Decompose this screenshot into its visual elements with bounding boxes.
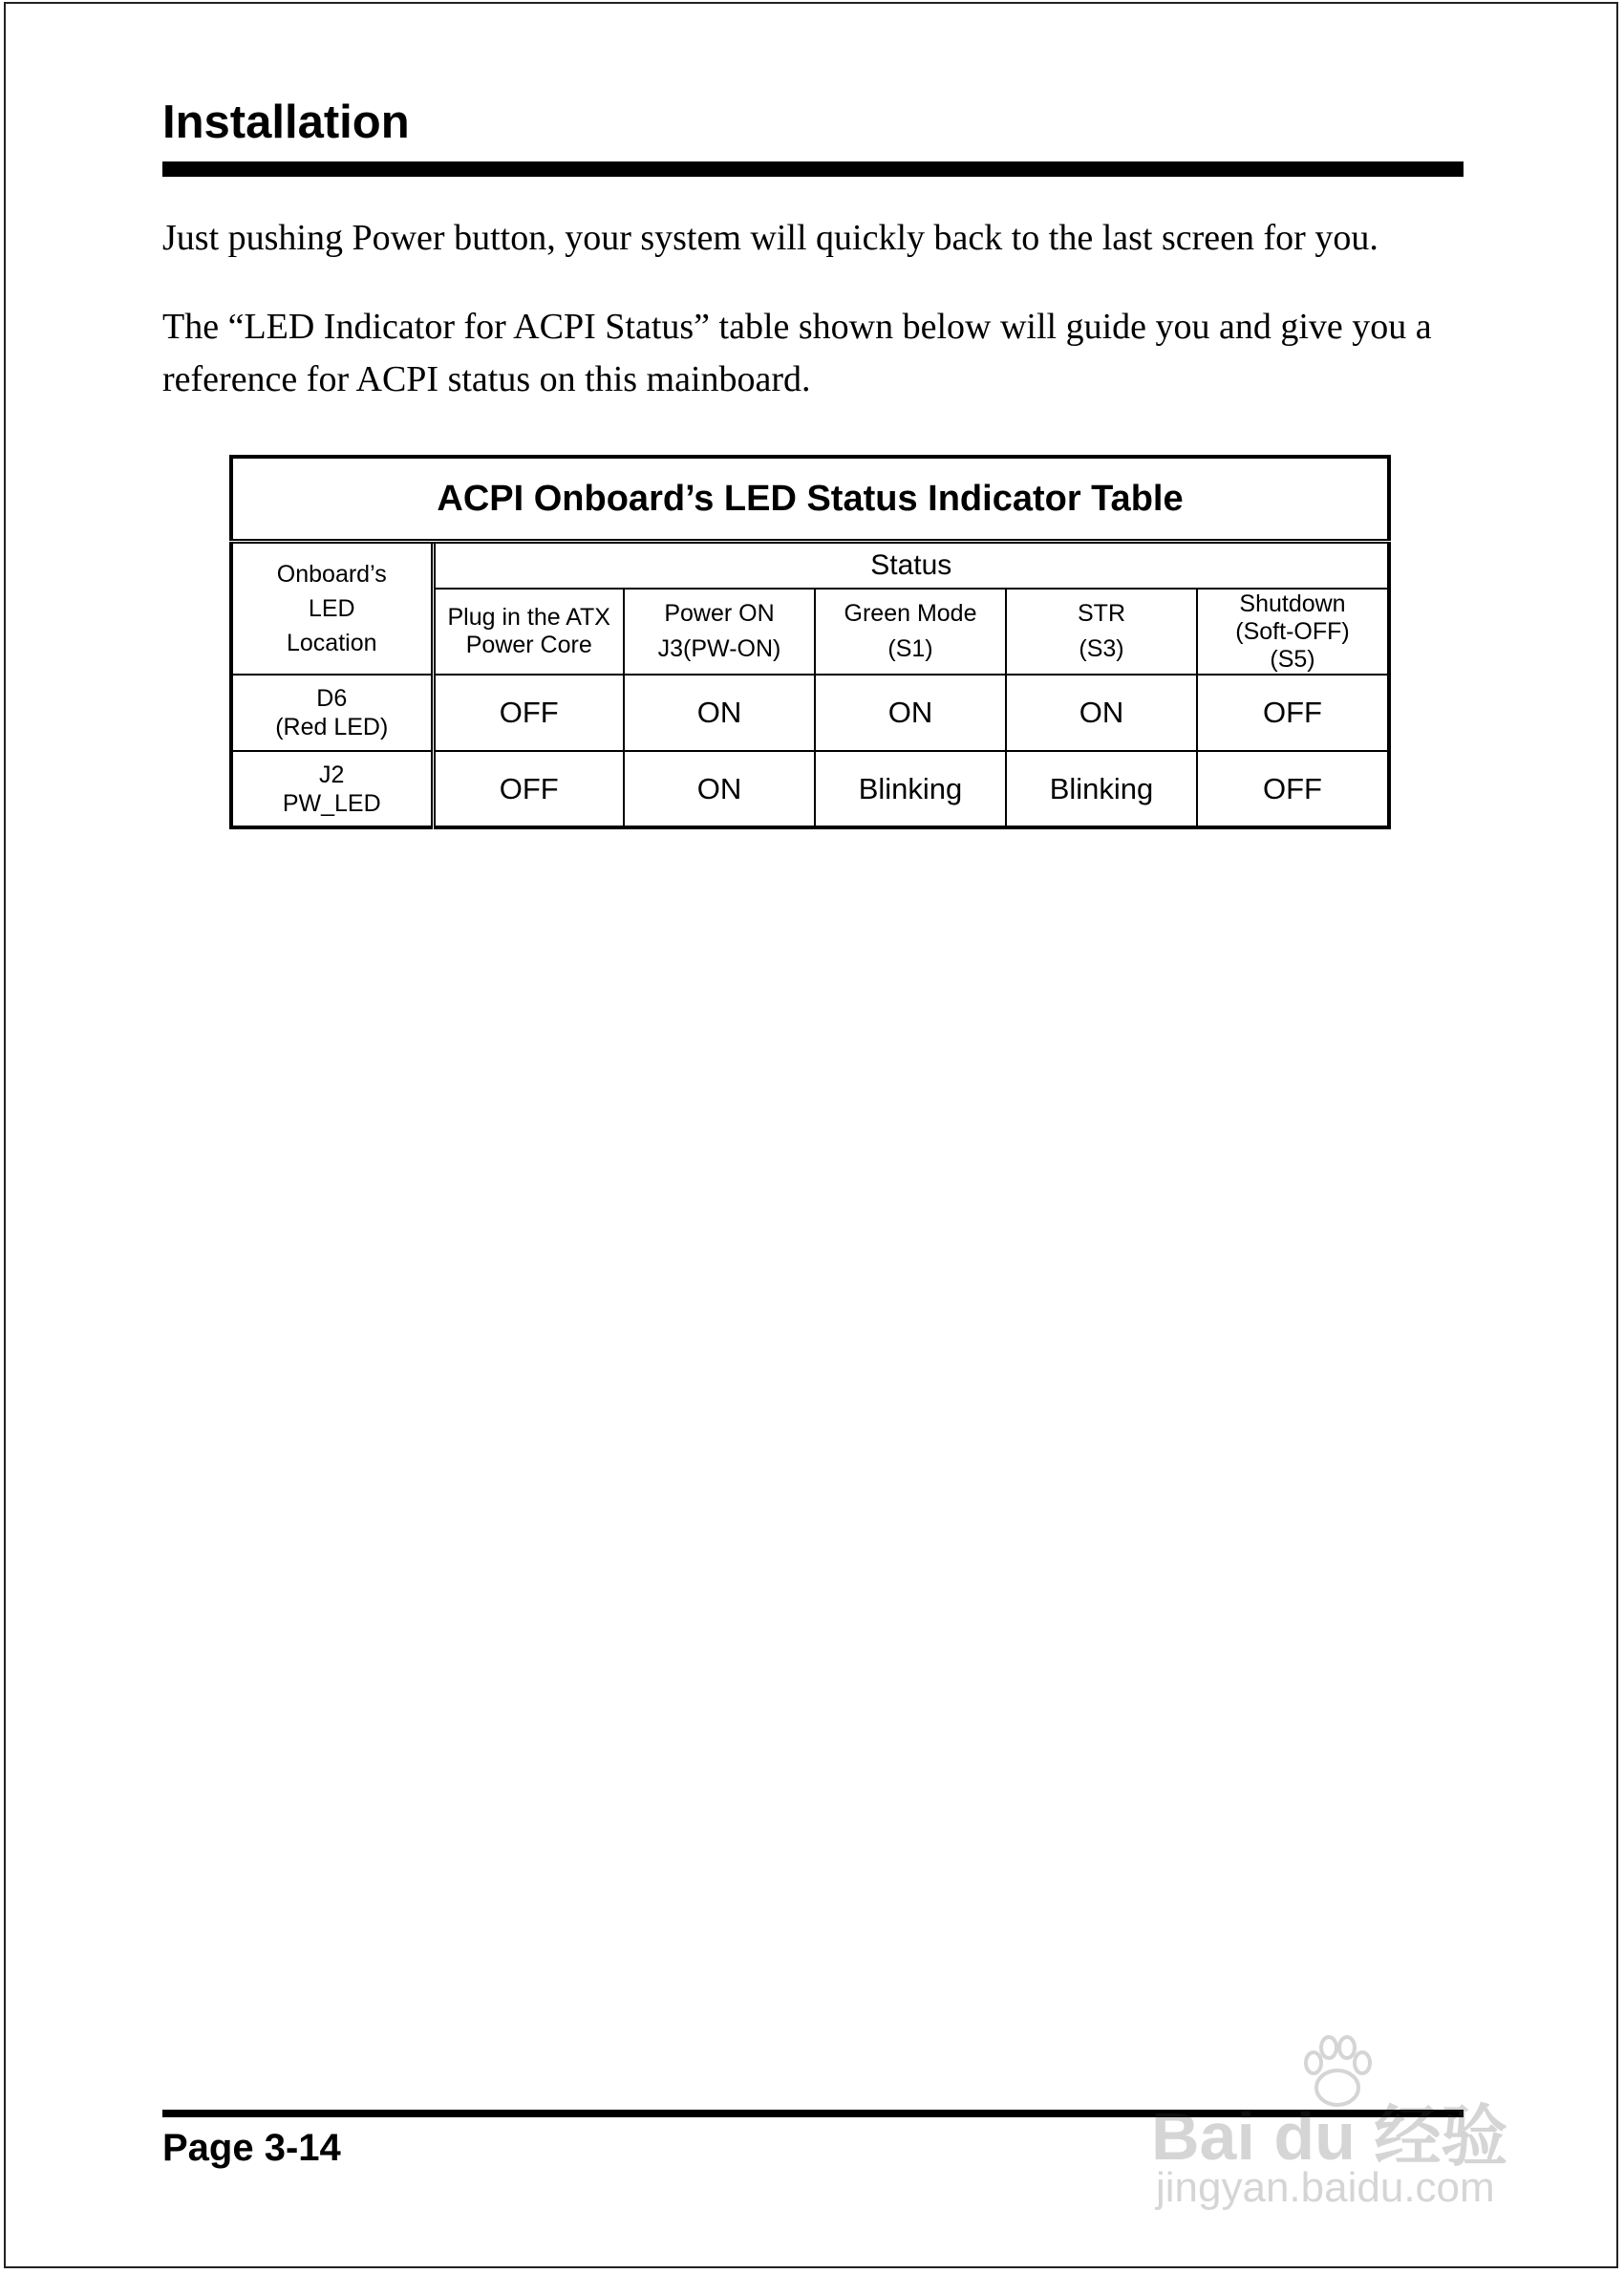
column-header-str xyxy=(1006,589,1197,675)
column-header-green-mode xyxy=(815,589,1006,675)
column-header-plug-in-atx xyxy=(433,589,624,675)
column-header-line: (S1) xyxy=(887,635,933,662)
column-header-line: Green Mode xyxy=(844,600,977,627)
column-header-shutdown xyxy=(1197,589,1389,675)
table-cell: ON xyxy=(815,675,1006,751)
baidu-watermark xyxy=(1151,2030,1533,2212)
column-header-line: Plug in the ATX xyxy=(447,604,610,631)
paragraph-power-button: Just pushing Power button, your system will quickly back to the last screen for you. xyxy=(162,218,1378,258)
column-header-line: (S5) xyxy=(1270,645,1315,673)
column-header-line: Power ON xyxy=(664,600,775,627)
column-header-line: (Soft-OFF) xyxy=(1235,617,1350,645)
status-header: Status xyxy=(433,542,1389,590)
column-header-line: STR xyxy=(1078,600,1125,627)
row-header-line: D6 xyxy=(316,685,348,712)
table-cell: ON xyxy=(1006,675,1197,751)
corner-line-2: LED xyxy=(308,595,355,622)
table-row-j2 xyxy=(231,751,1389,827)
watermark-logo-text: Bai du 经验 xyxy=(1151,2099,1508,2174)
table-cell: ON xyxy=(624,675,815,751)
column-header-line: Power Core xyxy=(465,632,592,658)
title-underline xyxy=(162,161,1464,177)
section-title: Installation xyxy=(162,97,410,148)
row-header-d6 xyxy=(231,675,433,751)
table-cell: OFF xyxy=(433,751,624,827)
table-cell: OFF xyxy=(1197,675,1389,751)
column-header-power-on xyxy=(624,589,815,675)
page-number: Page 3-14 xyxy=(162,2127,341,2169)
column-header-line: Shutdown xyxy=(1239,590,1346,617)
acpi-led-status-table xyxy=(229,455,1391,829)
table-title: ACPI Onboard’s LED Status Indicator Table xyxy=(231,457,1389,542)
table-cell: Blinking xyxy=(1006,751,1197,827)
column-header-line: (S3) xyxy=(1079,635,1124,662)
table-cell: ON xyxy=(624,751,815,827)
corner-line-1: Onboard’s xyxy=(276,561,387,588)
watermark-url: jingyan.baidu.com xyxy=(1156,2164,1495,2211)
paragraph-led-indicator: The “LED Indicator for ACPI Status” table shown below will guide you and give you a reference for ACPI status on this mainboard. xyxy=(162,307,1432,399)
row-header-line: J2 xyxy=(319,761,345,788)
corner-line-3: Location xyxy=(286,630,377,656)
row-header-j2 xyxy=(231,751,433,827)
table-cell: OFF xyxy=(1197,751,1389,827)
table-cell: Blinking xyxy=(815,751,1006,827)
column-header-line: J3(PW-ON) xyxy=(657,635,781,662)
row-header-line: PW_LED xyxy=(282,789,381,817)
row-header-line: (Red LED) xyxy=(275,714,389,740)
table-cell: OFF xyxy=(433,675,624,751)
table-corner-header xyxy=(231,542,433,676)
table-row-d6 xyxy=(231,675,1389,751)
